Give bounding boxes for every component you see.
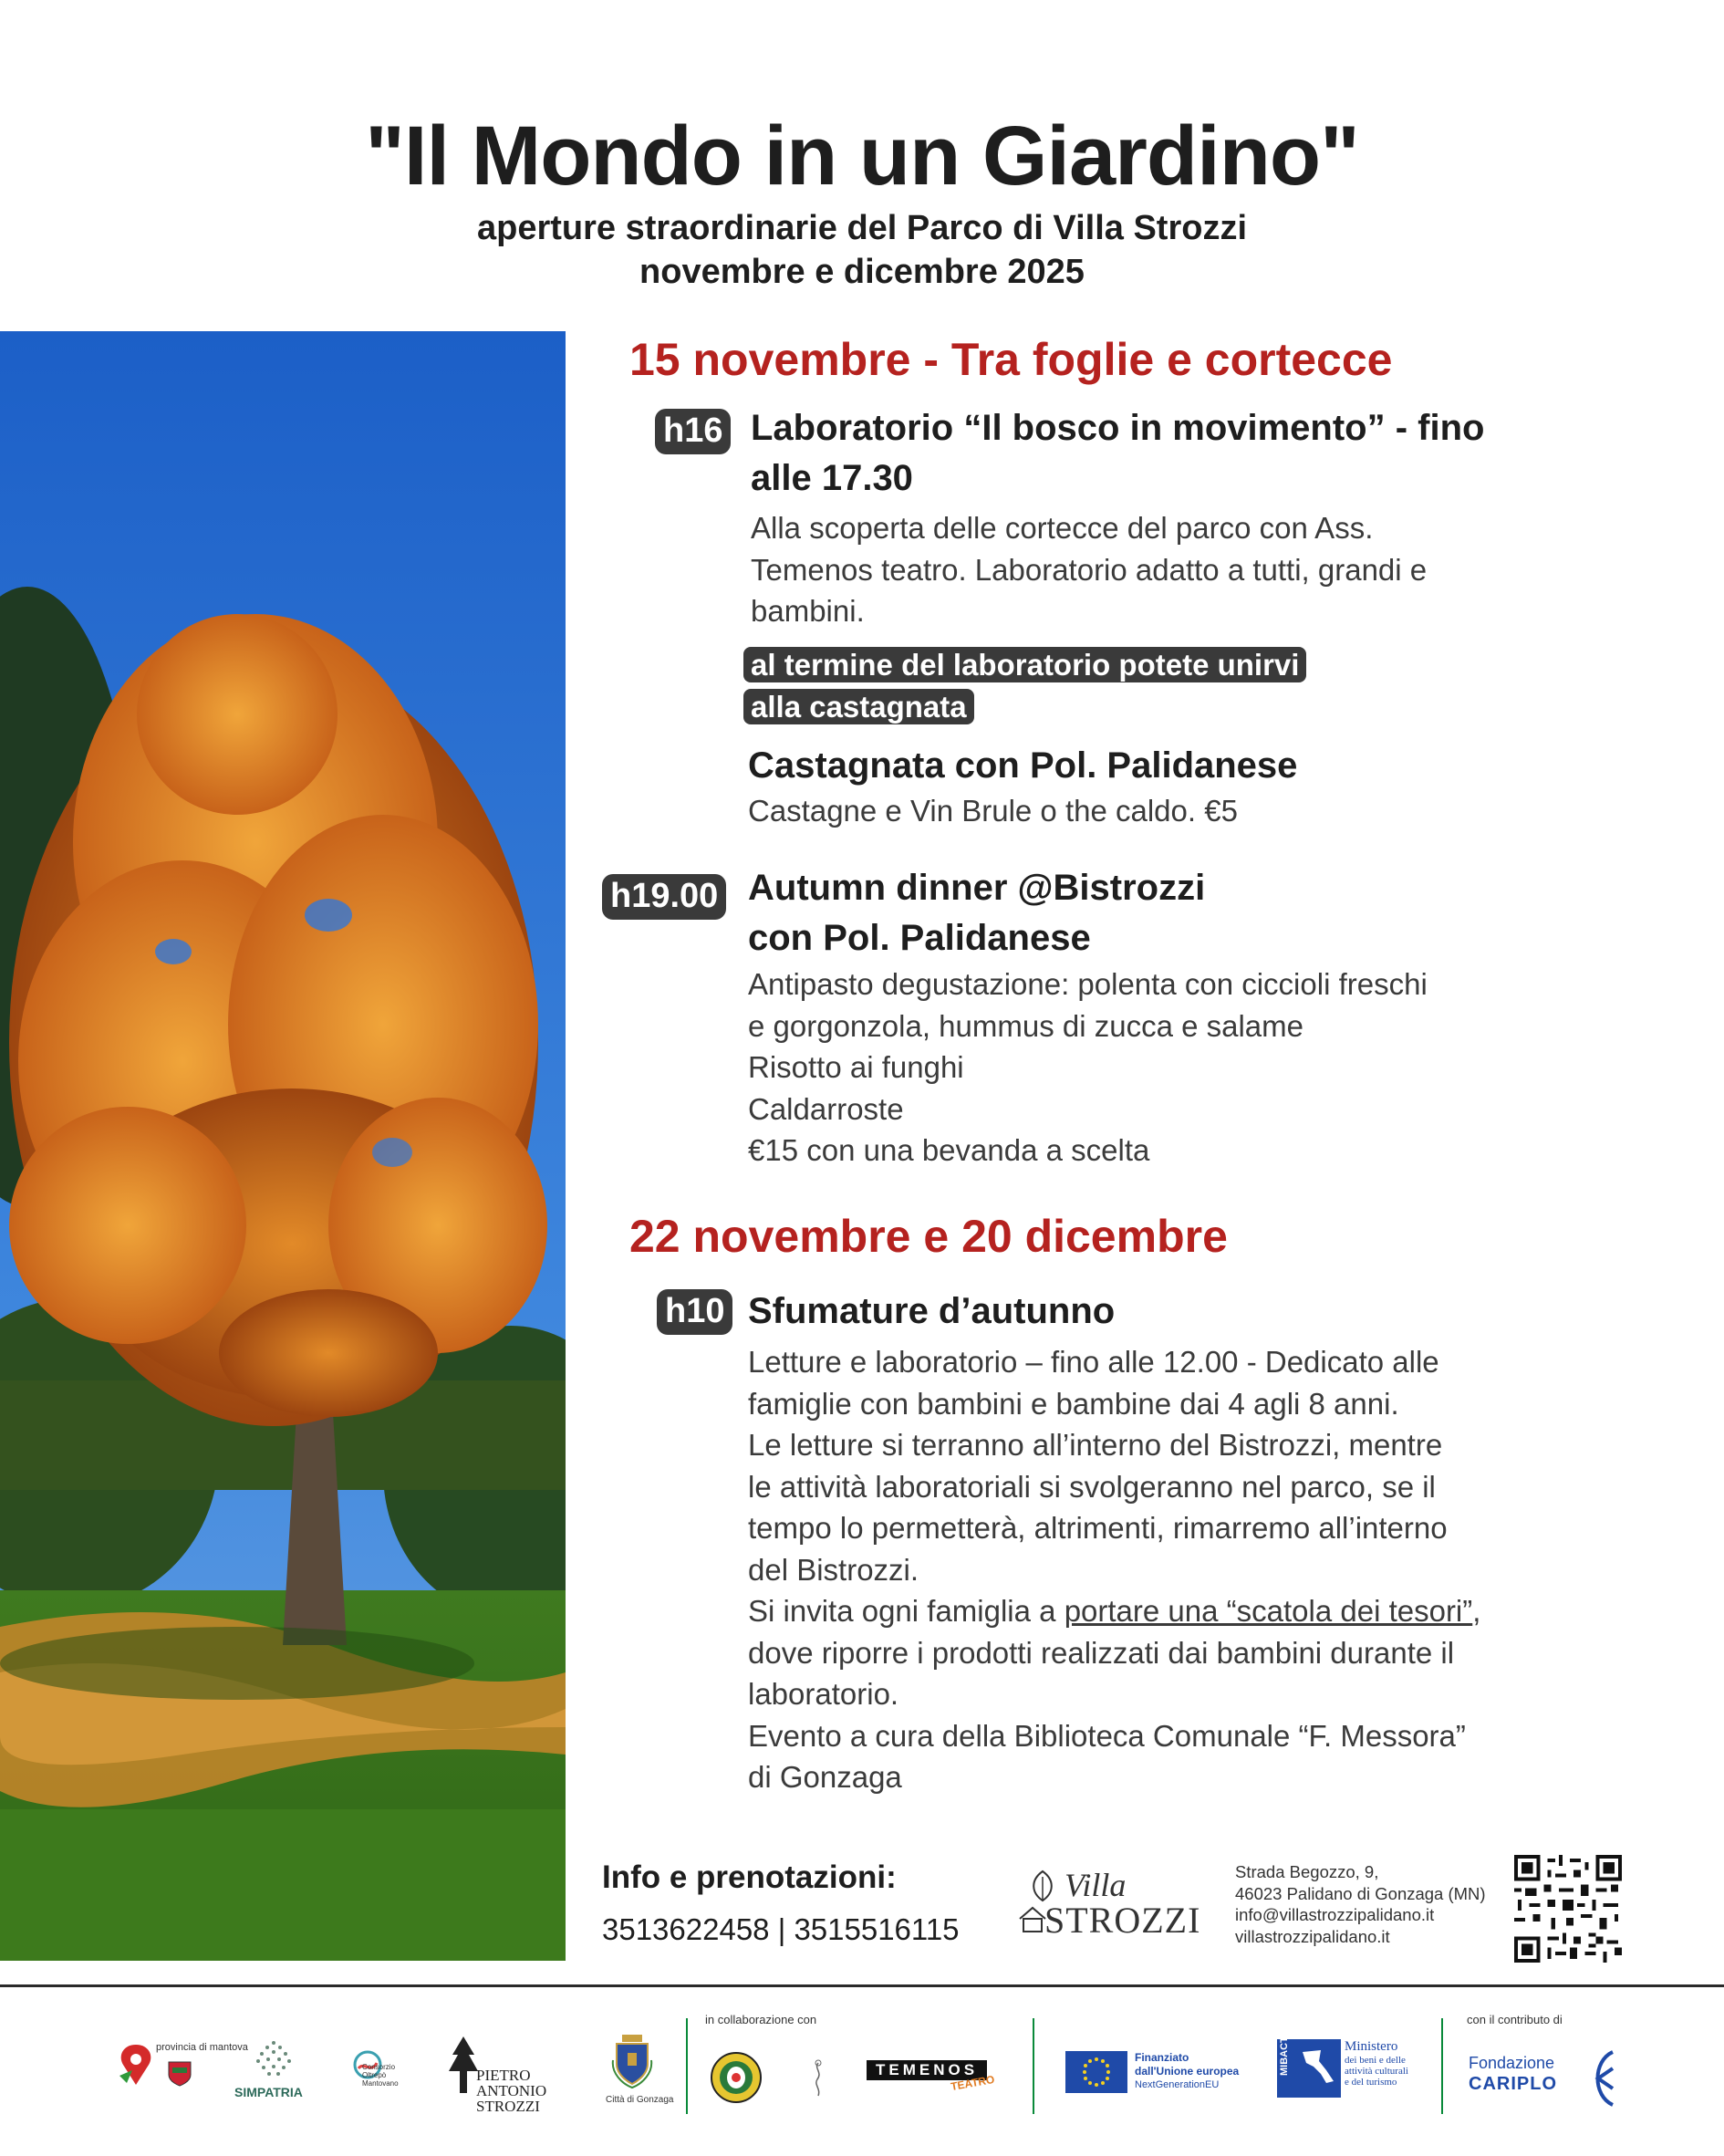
- cariplo-line-2: CARIPLO: [1469, 2074, 1557, 2094]
- desc-line: bambini.: [751, 594, 865, 629]
- logo-citta-gonzaga: [602, 2033, 674, 2110]
- collab-label: in collaborazione con: [705, 2013, 817, 2026]
- contrib-label: con il contributo di: [1467, 2013, 1563, 2026]
- event-title-sfumature: Sfumature d’autunno: [748, 1291, 1116, 1331]
- time-badge-h10: h10: [657, 1289, 732, 1335]
- event-description-autumn-dinner: [748, 963, 1587, 1172]
- logo-polisportiva-palidanese: [710, 2051, 764, 2106]
- mibac-label: MIBACT: [1279, 2036, 1290, 2076]
- info-phones: 3513622458 | 3515516115: [602, 1912, 960, 1946]
- invite-prefix: Si invita ogni famiglia a: [748, 1594, 1065, 1629]
- info-label: Info e prenotazioni:: [602, 1859, 897, 1895]
- simpatria-label: SIMPATRIA: [234, 2085, 303, 2099]
- temenos-label: TEMENOS: [867, 2060, 987, 2080]
- autumn-tree-illustration: [0, 331, 566, 1961]
- provincia-crest-icon: [167, 2060, 192, 2088]
- footer-logos: [0, 2007, 1724, 2144]
- logo-temenos-teatro: [867, 2060, 1003, 2101]
- desc-line: €15 con una bevanda a scelta: [748, 1133, 1150, 1168]
- desc-line: Alla scoperta delle cortecce del parco con Ass.: [751, 511, 1374, 545]
- invite-underlined: portare una “scatola dei tesori”: [1064, 1594, 1473, 1629]
- info-block: [602, 1859, 960, 1947]
- subtitle-line-2: novembre e dicembre 2025: [639, 252, 1085, 291]
- desc-line: Temenos teatro. Laboratorio adatto a tutti, grandi e: [751, 552, 1428, 587]
- villa-address: [1235, 1861, 1486, 1948]
- footer-divider: [0, 1984, 1724, 1987]
- event-description-castagnata: Castagne e Vin Brule o the caldo. €5: [748, 794, 1238, 828]
- desc-line: di Gonzaga: [748, 1760, 902, 1795]
- house-icon: [1017, 1904, 1048, 1935]
- ministero-line-1: Ministero: [1345, 2039, 1398, 2054]
- desc-line: Antipasto degustazione: polenta con ciccioli freschi: [748, 967, 1428, 1001]
- logo-villa-word: Villa: [1065, 1867, 1127, 1903]
- desc-line: tempo lo permetterà, altrimenti, rimarremo all’interno: [748, 1511, 1448, 1546]
- gonzaga-crest-icon: [609, 2033, 655, 2089]
- qr-code-icon[interactable]: [1514, 1855, 1622, 1963]
- section-title-november-22-december-20: 22 novembre e 20 dicembre: [629, 1211, 1228, 1262]
- event-title-line-1: Autumn dinner @Bistrozzi: [748, 868, 1206, 908]
- eu-line-3: NextGenerationEU: [1135, 2079, 1220, 2090]
- provincia-emblem-icon: [114, 2039, 158, 2094]
- cariplo-line-1: Fondazione: [1469, 2054, 1555, 2072]
- simpatria-dots-icon: [251, 2039, 296, 2083]
- event-title-laboratorio: [751, 403, 1572, 504]
- mibac-box: [1277, 2036, 1341, 2098]
- address-website[interactable]: villastrozzipalidano.it: [1235, 1927, 1390, 1947]
- ministero-line-2: dei beni e delle: [1345, 2054, 1406, 2066]
- strozzi-tree-icon: [447, 2033, 480, 2099]
- event-title-autumn-dinner: [748, 863, 1569, 963]
- header: [0, 109, 1724, 292]
- cariplo-mark-icon: [1585, 2048, 1622, 2109]
- strozzi-label: PIETRO ANTONIO STROZZI: [476, 2067, 547, 2115]
- event-title-line-2: con Pol. Palidanese: [748, 918, 1091, 959]
- footer-separator: [686, 2018, 688, 2114]
- temenos-sub-label: TEATRO: [950, 2072, 996, 2094]
- address-line: 46023 Palidano di Gonzaga (MN): [1235, 1883, 1486, 1903]
- ministero-line-3: attività culturali: [1345, 2065, 1408, 2077]
- logo-ministero-mibact: [1277, 2036, 1437, 2103]
- italy-map-icon: [1293, 2047, 1339, 2092]
- eu-line-1: Finanziato: [1135, 2051, 1189, 2064]
- logo-fondazione-cariplo: [1467, 2048, 1622, 2108]
- desc-line: e gorgonzola, hummus di zucca e salame: [748, 1008, 1303, 1043]
- desc-line-invite: [748, 1590, 1605, 1632]
- desc-line: Letture e laboratorio – fino alle 12.00 - Dedicato alle: [748, 1345, 1439, 1379]
- footer-separator: [1033, 2018, 1034, 2114]
- desc-line: Risotto ai funghi: [748, 1050, 964, 1085]
- desc-line: famiglie con bambini e bambine dai 4 agli 8 anni.: [748, 1386, 1399, 1421]
- logo-sketch-figure: [805, 2057, 832, 2103]
- logo-provincia-mantova: [114, 2035, 248, 2103]
- ministero-text: [1345, 2039, 1408, 2088]
- desc-line: le attività laboratoriali si svolgeranno nel parco, se il: [748, 1469, 1436, 1504]
- event-title-castagnata: Castagnata con Pol. Palidanese: [748, 745, 1298, 786]
- address-email[interactable]: info@villastrozzipalidano.it: [1235, 1905, 1435, 1925]
- logo-simpatria: [233, 2039, 315, 2103]
- consorzio-label: Consorzio Oltrepò Mantovano: [362, 2063, 399, 2088]
- logo-eu-nextgeneration: [1065, 2051, 1266, 2097]
- ministero-line-4: e del turismo: [1345, 2076, 1397, 2088]
- desc-line: Caldarroste: [748, 1091, 904, 1126]
- event-description-laboratorio: [751, 507, 1572, 632]
- desc-line: laboratorio.: [748, 1677, 899, 1712]
- desc-line: del Bistrozzi.: [748, 1552, 919, 1587]
- provincia-label: provincia di mantova: [156, 2042, 248, 2053]
- sketch-figure-icon: [805, 2057, 832, 2103]
- polisportiva-badge-icon: [710, 2051, 763, 2104]
- time-badge-h16: h16: [655, 409, 731, 454]
- subtitle-line-1: aperture straordinarie del Parco di Villa Strozzi: [476, 209, 1247, 247]
- desc-line: dove riporre i prodotti realizzati dai bambini durante il: [748, 1635, 1455, 1670]
- event-title-line-1: Laboratorio “Il bosco in movimento” - fino: [751, 408, 1485, 448]
- address-line: Strada Begozzo, 9,: [1235, 1862, 1379, 1881]
- gonzaga-label: Città di Gonzaga: [606, 2095, 674, 2105]
- logo-consorzio-oltrepo: [351, 2048, 424, 2094]
- desc-line: Evento a cura della Biblioteca Comunale “F. Messora”: [748, 1718, 1466, 1753]
- logo-pietro-antonio-strozzi: [447, 2033, 579, 2115]
- villa-strozzi-logo: [1017, 1866, 1218, 1943]
- event-description-sfumature: [748, 1341, 1605, 1798]
- castagnata-note: [743, 644, 1306, 727]
- eu-flag-icon: [1065, 2051, 1127, 2093]
- time-badge-h19: h19.00: [602, 874, 726, 920]
- note-line-2: alla castagnata: [743, 689, 974, 724]
- autumn-tree-photo: [0, 331, 566, 1961]
- desc-line: Le letture si terranno all’interno del Bistrozzi, mentre: [748, 1428, 1443, 1463]
- eu-line-2: dall'Unione europea: [1135, 2065, 1240, 2078]
- note-line-1: al termine del laboratorio potete unirvi: [743, 647, 1306, 682]
- page-title: "Il Mondo in un Giardino": [365, 109, 1359, 203]
- event-title-line-2: alle 17.30: [751, 458, 913, 499]
- invite-suffix: ,: [1472, 1594, 1481, 1629]
- logo-strozzi-word: STROZZI: [1044, 1900, 1201, 1941]
- footer-separator: [1441, 2018, 1443, 2114]
- section-title-november-15: 15 novembre - Tra foglie e cortecce: [629, 334, 1393, 385]
